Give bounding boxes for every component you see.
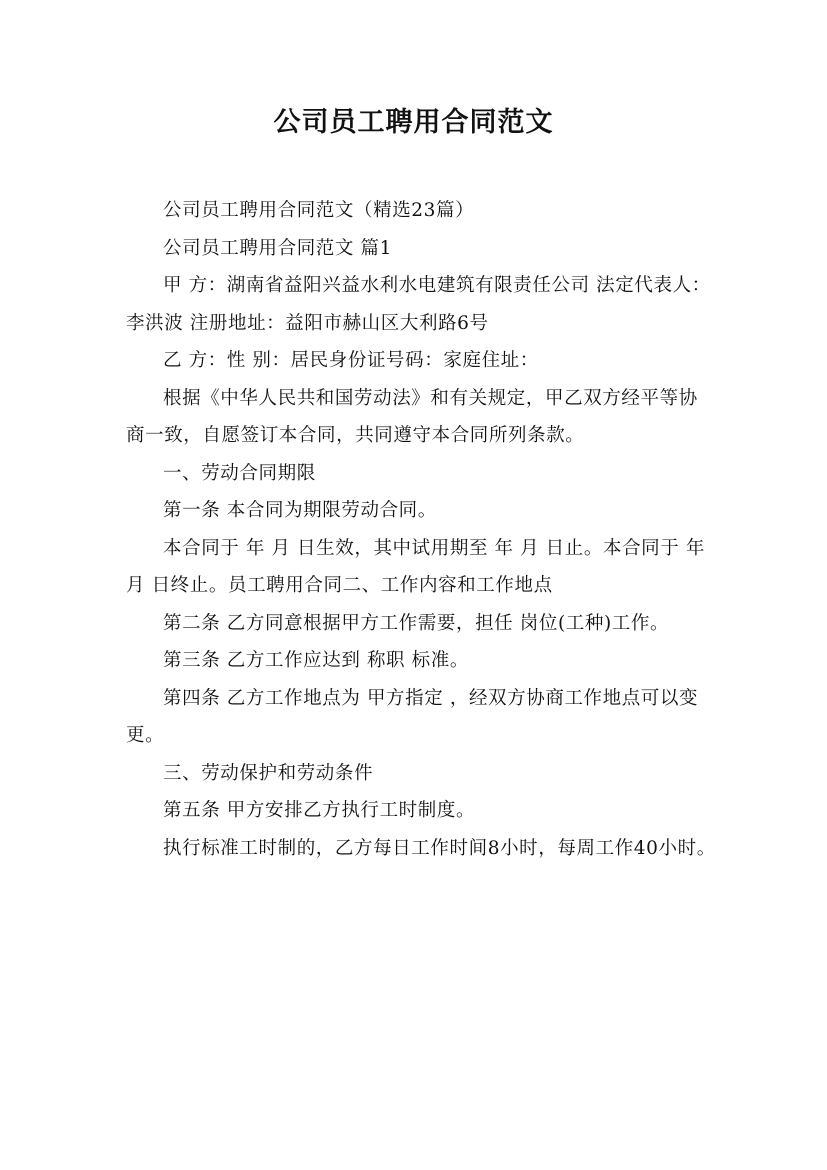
section-heading: 三、劳动保护和劳动条件 — [163, 762, 374, 784]
paragraph: 根据《中华人民共和国劳动法》和有关规定，甲乙双方经平等协商一致，自愿签订本合同，共同遵守本合同所列条款。 — [126, 387, 698, 446]
paragraph: 第二条 乙方同意根据甲方工作需要，担任 岗位(工种)工作。 — [163, 612, 670, 634]
section-heading: 一、劳动合同期限 — [163, 462, 316, 484]
paragraph: 第一条 本合同为期限劳动合同。 — [163, 500, 437, 521]
document-body — [126, 192, 716, 867]
paragraph: 第四条 乙方工作地点为 甲方指定 ，经双方协商工作地点可以变更。 — [126, 687, 699, 746]
paragraph: 执行标准工时制的，乙方每日工作时间8小时，每周工作40小时。 — [163, 837, 716, 859]
paragraph: 公司员工聘用合同范文 篇1 — [163, 237, 392, 259]
document-title: 公司员工聘用合同范文 — [273, 107, 554, 138]
paragraph: 乙 方：性 别：居民身份证号码：家庭住址： — [163, 350, 539, 371]
paragraph: 甲 方：湖南省益阳兴益水利水电建筑有限责任公司 法定代表人：李洪波 注册地址：益阳市赫山区大利路6号 — [126, 275, 711, 334]
paragraph: 本合同于 年 月 日生效，其中试用期至 年 月 日止。本合同于 年 月 日终止。员工聘用合同二、工作内容和工作地点 — [126, 537, 705, 596]
paragraph: 公司员工聘用合同范文（精选23篇） — [163, 200, 475, 221]
paragraph: 第五条 甲方安排乙方执行工时制度。 — [163, 800, 476, 821]
paragraph: 第三条 乙方工作应达到 称职 标准。 — [163, 650, 469, 671]
